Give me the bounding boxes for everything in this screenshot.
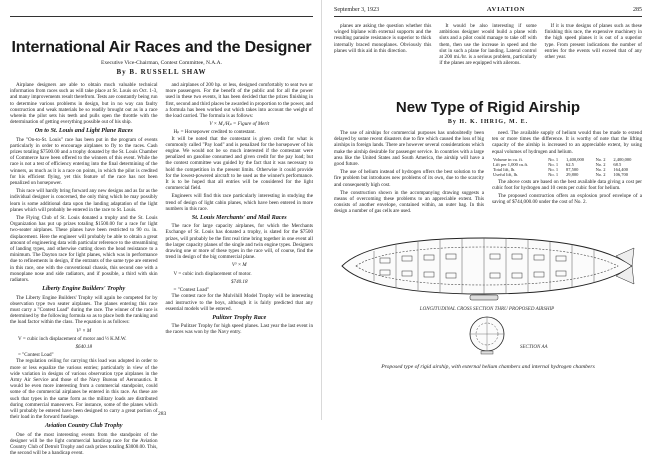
formula-key: = "Contest Load"	[18, 352, 54, 359]
formula-key: Hₚ = Horsepower credited to contestant.	[173, 129, 256, 136]
section-aa-drawing	[470, 317, 504, 354]
formula: V² × M	[76, 327, 92, 334]
article-column-1	[10, 82, 158, 456]
cross-section-label: LONGITUDINAL CROSS SECTION THRU PROPOSED AIRSHIP	[419, 307, 555, 312]
article-column-2	[166, 82, 314, 422]
paragraph: The Pulitzer Trophy for high speed planes. Last year the last event in the races was won by the Navy entry.	[165, 323, 313, 336]
running-head-date: September 3, 1923	[334, 7, 380, 13]
table-row	[492, 172, 642, 177]
airship-figure	[334, 226, 642, 376]
paragraph: The use of airships for commercial purposes has undoubtedly been delayed by some recent disasters due to fire which caused the loss of big airships in foreign lands. There are however several considerations which make the airship desirable for passenger service. In countries with a large area like the United States and South America, the airship will have a good future.	[334, 130, 484, 168]
paragraph: Engineers will find this race particularly interesting in studying the trend of design of light cabin planes, which have been entered in more numbers in this race.	[165, 193, 313, 212]
continued-column-1: planes are asking the question whether this winged biplane with external supports and the resulting parasite resistance is superior to thick internally braced monoplanes. Obviously this planes will this aid in this direction.	[334, 23, 432, 54]
running-head-left	[10, 6, 313, 17]
table-cell: Volume in cu. ft.	[493, 156, 524, 162]
table-cell: 29,800	[565, 172, 579, 178]
formula: V × M₁/Hₚ = Figure of Merit	[209, 121, 270, 128]
table-cell: Total lift, lb.	[493, 167, 516, 173]
table-cell: Lift per 1,000 cu.ft.	[493, 162, 529, 168]
section-heading: St. Louis Merchants' and Mail Races	[191, 214, 287, 222]
paragraph: The above costs are based on the best available data giving a cost per cubic foot for hydrogen and 10 cents per cubic foot for helium.	[492, 178, 642, 191]
section-heading: On to St. Louis and Light Plane Races	[34, 127, 133, 135]
section-heading: Liberty Engine Builders' Trophy	[42, 285, 126, 293]
formula-key: V = cubic inch displacement of motor.	[173, 270, 252, 277]
paragraph: The race for large capacity airplanes, for which the Merchants Exchange of St. Louis has donated a trophy, is slated for the $7500 prizes, will probably be the first real time bring together in one event all the larger capacity planes of the single and twin engine types. Designers drawing one or more of these types in the race will, of course, find the trend in design of the big commercial plane.	[165, 223, 313, 261]
figure-caption: Proposed type of rigid airship, with external helium chambers and internal hydrogen chambers	[381, 364, 595, 370]
running-head-right	[334, 6, 642, 17]
airship-article-columns	[334, 130, 642, 222]
paragraph: The construction shown in the accompanying drawing suggests a means of overcoming these problems to an appreciable extent. This consists of another envelope, contained within, an outer bag. In this design a number of gas cells are used.	[334, 189, 484, 215]
table-cell: No. 1	[548, 172, 559, 178]
airship-gondola	[470, 295, 498, 300]
continued-column-2: It would be also interesting if some ambitious designer would build a plane with slots and a pilot could manage to take off with them, then use the increase in speed and the slot in such a plane for landing. Lateral control at 200 mi./hr. is a serious problem, particularly if the planes are equipped with ailerons.	[439, 23, 537, 67]
paragraph: The "On-to-St. Louis" race has been put in the program of events particularly in order to encourage airplanes to fly to the races. Cash prizes totaling $7500.00 and a trophy donated by the St. Louis Chamber of Commerce have been offered to the winners of this event. While the race is not a test of efficiency entering into the final determining of the winners, as much as it is a race on points, in which the pilot is credited for his efficient flying, yet this feature of the race has not been penalized on horsepower.	[10, 136, 158, 187]
formula: $740.18	[230, 278, 248, 285]
running-head-page: 285	[632, 7, 642, 13]
article-byline: By B. RUSSELL SHAW	[116, 68, 207, 76]
paragraph: The regulation ceiling for carrying this load was adopted in order to more or less equalize the various entries; particularly in view of the wide variation in designs of various observation type airplanes in the Army Air Service and those of the Navy Bureau of Aeronautics. It would be even more interesting from a commercial standpoint, could some of the commercial airplanes be entered in this race. As these are such that types in the same form as the military loads are distributed during commercial maneuvers. For instance, some of the planes which will probably be entered have been designed to carry a great portion of their load in the forward fuselage.	[10, 358, 158, 421]
table-cell: 62.5	[565, 162, 574, 168]
continued-column-3: If it is true designs of planes such as these finishing this race, the expensive machinery in the high speed planes it is out of a superior type. From present indications the number of entries for the events will exceed that of any other year.	[544, 23, 642, 61]
airship-column-2	[492, 130, 642, 222]
table-cell: No. 2	[595, 167, 606, 173]
paragraph: and airplanes of 200 hp. or less, designed comfortably to seat two or more passengers. For the benefit of the public and for all the power used in these two events, it has been decided that the prizes finishing in first, second and third places be awarded in proportion to the power, and a formula has been worked out which takes into account the weight of the load carried. The formula is as follows:	[165, 82, 313, 120]
formula: $640.18	[75, 343, 93, 350]
left-page	[0, 0, 322, 456]
running-head-journal: AVIATION	[486, 6, 526, 13]
paragraph: The contest race for the Mulvihill Model Trophy will be interesting and instructive to the boys, although it is fairly predicted that any essential models will be entered.	[165, 293, 313, 312]
formula-key: V = cubic inch displacement of motor and ½ K.M.W.	[18, 335, 127, 342]
airship-hull-outline	[342, 238, 632, 294]
table-cell: No. 1	[548, 167, 559, 173]
table-cell: 2,400,000	[613, 156, 632, 162]
airship-article-byline: By H. K. IHRIG, M. E.	[447, 119, 529, 125]
airship-article-title: New Type of Rigid Airship	[395, 99, 581, 116]
table-cell: 106,700	[613, 172, 628, 178]
airship-drawing	[334, 226, 640, 362]
table-cell: No. 2	[595, 156, 606, 162]
table-cell: No. 2	[595, 172, 606, 178]
table-cell: 87,500	[565, 167, 579, 173]
table-cell: No. 1	[548, 156, 559, 162]
paragraph: The Liberty Engine Builders' Trophy will again be competed for by observation type two seater airplanes. The planes entering this race must carry a "Contest Load" during the race. The winner of the race is determined by the following formula so as to place both the ranking and the load factor within the class. The equation is as follows:	[10, 294, 158, 326]
airship-column-1	[334, 130, 484, 222]
right-page	[324, 0, 650, 420]
article-title: International Air Races and the Designer	[11, 39, 312, 56]
table-cell: 1,400,000	[565, 156, 584, 162]
paragraph: One of the most interesting events from the standpoint of the designer will be the light commercial handicap race for the Aviation Country Club of Detroit Trophy and cash prizes totaling $3000.00. This, the second will be a handicap event.	[10, 431, 158, 456]
paragraph: This race will hardly bring forward any new designs and as far as the individual designer is concerned, the only thing which he may possibly learn is some additional data upon the landing adaptation of the light planes which will probably be entered in the race to St. Louis.	[10, 188, 158, 213]
table-cell: No. 2	[595, 162, 606, 168]
formula: V³ × M	[231, 262, 247, 269]
page-number-left: 283	[158, 411, 167, 417]
paragraph: Airplane designers are able to obtain much valuable technical information from races such as will take place at St. Louis on Oct. 1-3, and many improvements result therefrom. Tests are constantly being run to determine various problems in design, but in no way can faulty construction and weak materials be so readily brought out as in a race wherein the pilot sets his teeth and pulls open the throttle with the determination of getting everything possible out of his ship.	[10, 82, 158, 126]
formula-key: = "Contest Load"	[173, 287, 210, 294]
cost-table	[492, 157, 642, 178]
section-heading: Aviation Country Club Trophy	[44, 422, 123, 430]
table-cell: 68.5	[613, 162, 622, 168]
section-heading: Pulitzer Trophy Race	[212, 313, 267, 321]
table-cell: 164,400	[613, 167, 628, 173]
paragraph: need. The available supply of helium would thus be made to extend ten or more times the difference. It is worthy of note that the lifting capacity of the airship is increased to an appreciable extent, by using equal volumes of hydrogen and helium.	[492, 130, 642, 155]
section-aa-label: SECTION AA	[520, 345, 548, 350]
author-affiliation: Executive Vice-Chairman, Contest Committee, N.A.A.	[101, 60, 222, 66]
paragraph: It will be noted that the contestant is given credit for what is commonly called "Pay load" and is penalized for the horsepower of his engine. We would not be so much interested if the contestant were penalized on gasoline consumed and given credit for the pay load; but the contest committee was guided by the fact that it was necessary to hold the competition in the present limits. Otherwise it could provide for the lowest-powered aircraft to be used as the winner's performance. It is to be hoped that all entries will be considered for the light commercial field.	[165, 135, 313, 192]
table-cell: Useful lift, lb.	[493, 172, 519, 178]
paragraph: The Flying Club of St. Louis donated a trophy and the St. Louis Organization has put up prizes totaling $1500.00 for a race for light two-seater airplanes. These planes have been restricted to 90 cu. in. displacement. Here the engineer will probably be able to obtain a great amount of engineering data with particular reference to the streamlining of landing types, and otherwise cutting down the head resistance to a minimum. The Dayton race for light planes, which was in performance due to refinements in design, if the entrants of the same type are entered in this race, one with the conventional chassis, this second one with a monoplane nose and side radiators, and if possible, a third with skin radiators.	[10, 215, 158, 284]
continued-article-columns	[334, 23, 642, 87]
paragraph: The use of helium instead of hydrogen offers the best solution to the fire problem but introduces new problems of its own, due to the scarcity and consequently high cost.	[334, 169, 484, 188]
table-cell: No. 1	[548, 162, 559, 168]
paragraph: The proposed construction offers an explosion proof envelope of a saving of $744,000.00 under the cost of No. 2.	[492, 193, 642, 206]
